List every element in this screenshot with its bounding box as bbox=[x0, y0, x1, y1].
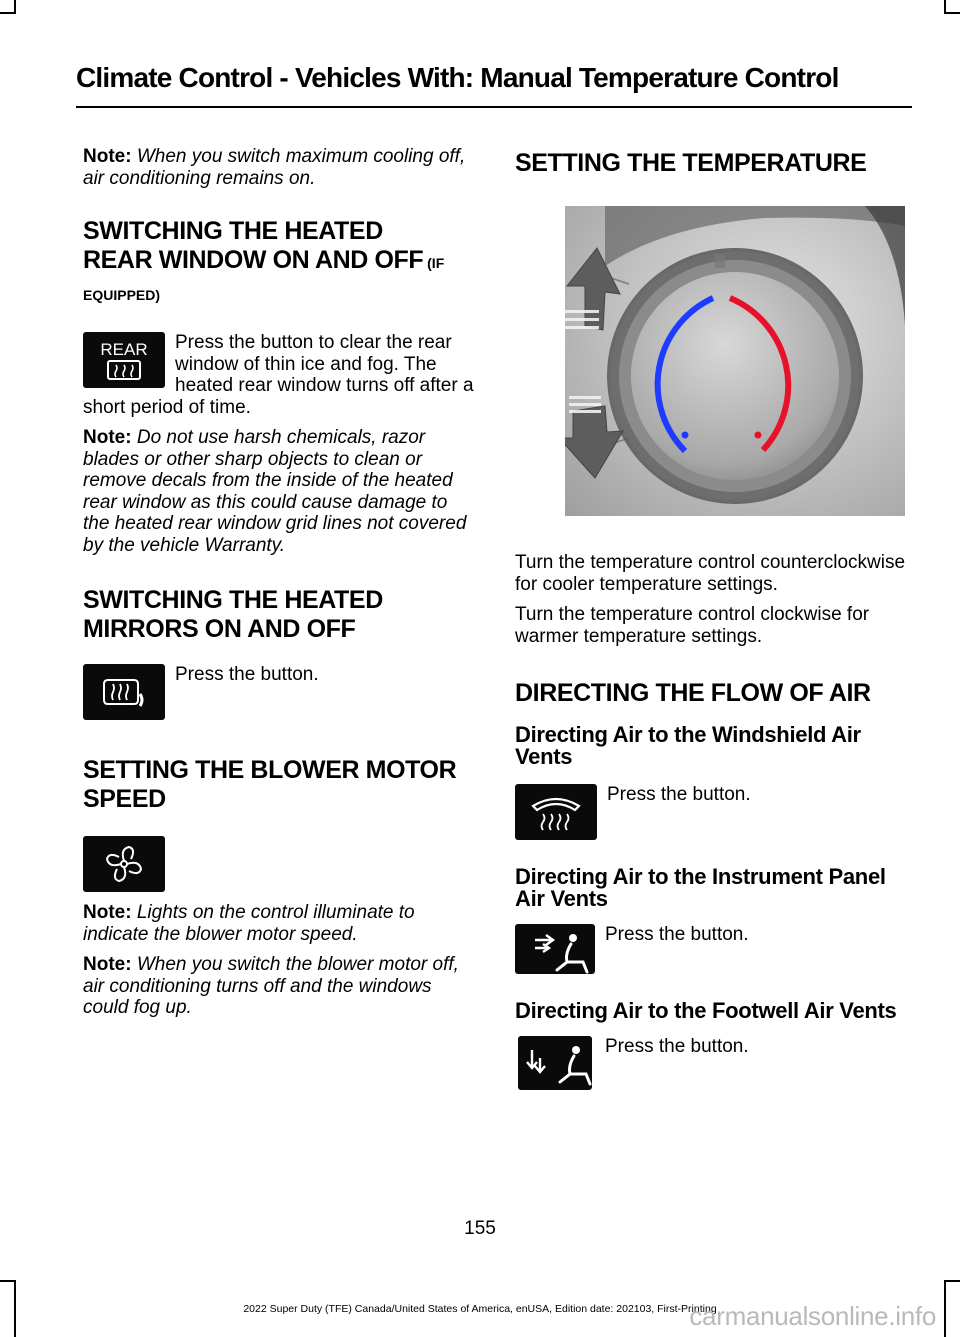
note-max-cooling: Note: When you switch maximum cooling off, air conditioning remains on. bbox=[83, 146, 466, 189]
note-harsh-chemicals: Note: Do not use harsh chemicals, razor blades or other sharp objects to clean or remove decals from the inside of the heated rear window as this could cause damage to the heated rear window grid lines not covered by the vehicle Warranty. bbox=[83, 427, 467, 556]
fan-icon bbox=[83, 836, 165, 892]
windshield-row bbox=[515, 784, 910, 844]
heading-setting-temperature: SETTING THE TEMPERATURE bbox=[515, 149, 867, 177]
crop-mark bbox=[944, 12, 960, 14]
temperature-dial-illustration bbox=[565, 206, 905, 516]
heated-rear-description: Press the button to clear the rear window of thin ice and fog. The heated rear window turns off after a short period of time. bbox=[83, 332, 474, 418]
footer-edition: 2022 Super Duty (TFE) Canada/United States of America, enUSA, Edition date: 202103, First-Printing bbox=[243, 1303, 717, 1315]
heading-blower-speed: SETTING THE BLOWER MOTOR SPEED bbox=[83, 756, 457, 813]
panel-row bbox=[515, 924, 910, 978]
note-blower-off: Note: When you switch the blower motor off, air conditioning turns off and the windows could fog up. bbox=[83, 954, 459, 1018]
heated-mirrors-description: Press the button. bbox=[175, 664, 319, 685]
note-blower-lights: Note: Lights on the control illuminate to indicate the blower motor speed. bbox=[83, 902, 415, 945]
header-rule bbox=[76, 106, 912, 108]
page-title: Climate Control - Vehicles With: Manual Temperature Control bbox=[76, 62, 839, 93]
right-column bbox=[515, 146, 910, 178]
windshield-description: Press the button. bbox=[607, 784, 751, 805]
rear-defrost-icon bbox=[83, 332, 165, 388]
crop-mark bbox=[944, 0, 946, 14]
heated-mirror-icon bbox=[83, 664, 165, 720]
rear-defrost-row bbox=[83, 332, 475, 427]
temperature-warmer: Turn the temperature control clockwise for warmer temperature settings. bbox=[515, 604, 870, 647]
temperature-cooler: Turn the temperature control counterclockwise for cooler temperature settings. bbox=[515, 552, 906, 595]
windshield-defrost-icon bbox=[515, 784, 597, 840]
heading-directing-air: DIRECTING THE FLOW OF AIR bbox=[515, 679, 871, 707]
heading-heated-rear-window: SWITCHING THE HEATED REAR WINDOW ON AND OFF (IF EQUIPPED) bbox=[83, 217, 445, 303]
footwell-vent-icon bbox=[518, 1036, 592, 1090]
heading-windshield-vents: Directing Air to the Windshield Air Vents bbox=[515, 722, 861, 769]
right-column-lower bbox=[515, 552, 910, 1094]
heated-mirrors-row bbox=[83, 664, 475, 724]
heading-footwell-vents: Directing Air to the Footwell Air Vents bbox=[515, 998, 897, 1023]
footwell-row bbox=[515, 1036, 910, 1094]
watermark: carmanualsonline.info bbox=[689, 1301, 936, 1331]
panel-description: Press the button. bbox=[605, 924, 749, 945]
page-number: 155 bbox=[464, 1218, 496, 1239]
heading-panel-vents: Directing Air to the Instrument Panel Air Vents bbox=[515, 864, 886, 911]
footwell-description: Press the button. bbox=[605, 1036, 749, 1057]
rear-icon-label: REAR bbox=[100, 340, 148, 359]
heading-heated-mirrors: SWITCHING THE HEATED MIRRORS ON AND OFF bbox=[83, 586, 383, 643]
left-column bbox=[83, 146, 475, 1028]
panel-vent-icon bbox=[515, 924, 595, 974]
crop-mark bbox=[944, 1280, 960, 1282]
crop-mark bbox=[14, 0, 16, 14]
